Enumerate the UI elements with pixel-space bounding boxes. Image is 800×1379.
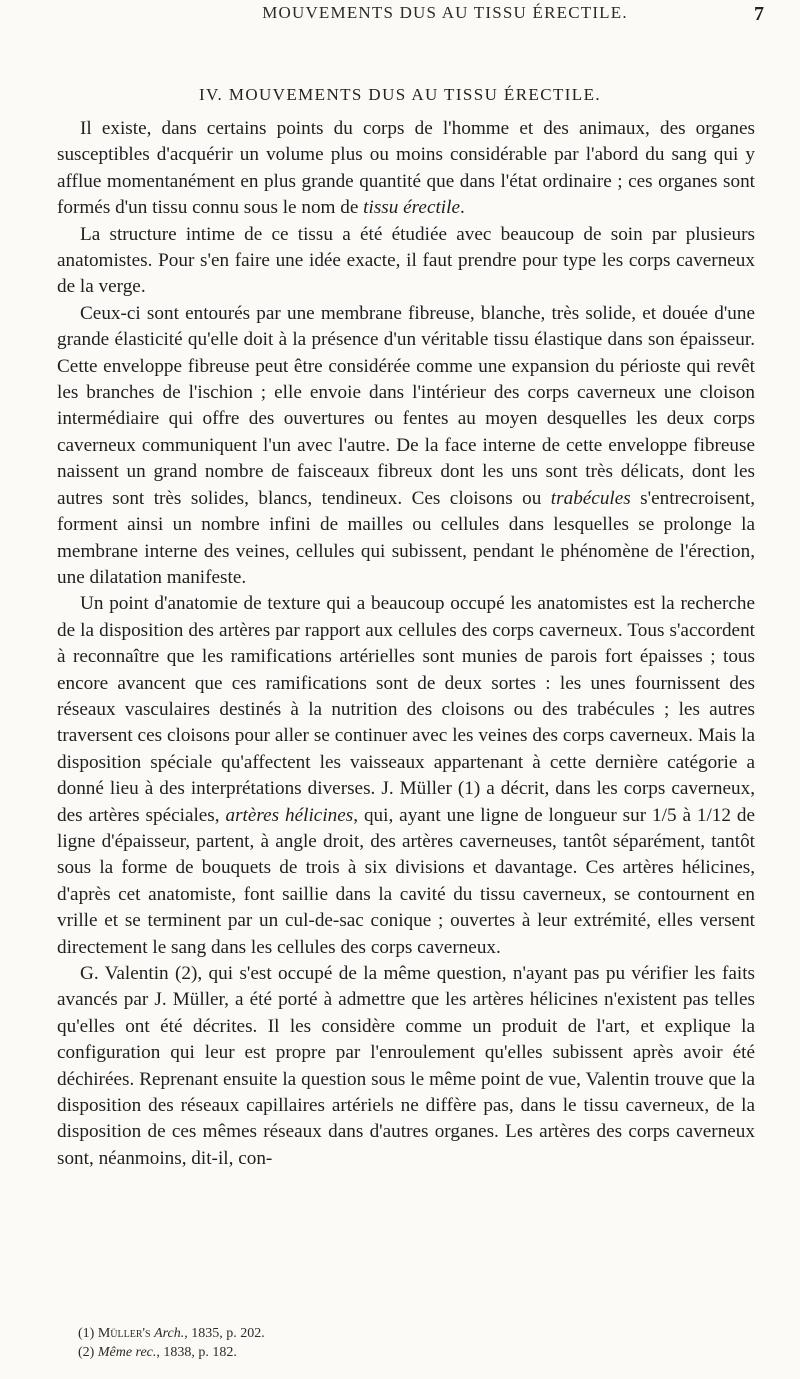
- paragraph: Il existe, dans certains points du corps de l'homme et des animaux, des organes susceptibles d'acquérir un volume plus ou moins considérable par l'abord du sang qui y afflue momentanément en plus grande quantité que dans l'état ordinaire ; ces organes sont formés d'un tissu connu sous le nom de tissu érectile.: [57, 118, 755, 219]
- section-heading: IV. MOUVEMENTS DUS AU TISSU ÉRECTILE.: [198, 85, 602, 104]
- footnote-marker: (1): [78, 1326, 95, 1341]
- footnote: [78, 1324, 678, 1343]
- paragraph: La structure intime de ce tissu a été étudiée avec beaucoup de soin par plusieurs anatomistes. Pour s'en faire une idée exacte, il faut prendre pour type les corps caverneux de la verge.: [57, 223, 755, 298]
- footnotes: [78, 1324, 678, 1362]
- emphasis-term: tissu érectile: [363, 197, 460, 219]
- emphasis-term: trabécules: [550, 487, 631, 509]
- paragraph: Ceux-ci sont entourés par une membrane fibreuse, blanche, très solide, et douée d'une grande élasticité qu'elle doit à la présence d'un véritable tissu élastique dans son épaisseur. Cette enveloppe fibreuse peut être considérée comme une expansion du périoste qui revêt les branches de l'ischion ; elle envoie dans l'intérieur des corps caverneux une cloison intermédiaire qui offre des ouvertures ou fentes au moyen desquelles les deux corps caverneux communiquent l'un avec l'autre. De la face interne de cette enveloppe fibreuse naissent un grand nombre de faisceaux fibreux dont les uns sont très délicats, dont les autres sont très solides, blancs, tendineux. Ces cloisons ou trabécules s'entrecroisent, forment ainsi un nombre infini de mailles ou cellules dans lesquelles se prolonge la membrane interne des veines, cellules qui subissent, pendant le phénomène de l'érection, une dilatation manifeste.: [57, 302, 755, 588]
- running-header: [0, 3, 800, 25]
- footnote-author: Müller's: [97, 1326, 151, 1341]
- footnote-marker: (2): [78, 1345, 95, 1360]
- paragraph: Un point d'anatomie de texture qui a beaucoup occupé les anatomistes est la recherche de la disposition des artères par rapport aux cellules des corps caverneux. Tous s'accordent à reconnaître que les ramifications artérielles sont munies de parois fort épaisses ; tous encore avancent que ces ramifications sont de deux sortes : les unes fournissent des réseaux vasculaires destinés à la nutrition des cloisons ou des trabécules ; les autres traversent ces cloisons pour aller se continuer avec les veines des corps caverneux. Mais la disposition spéciale qu'affectent les vaisseaux appartenant à cette dernière catégorie a donné lieu à des interprétations diverses. J. Müller (1) a décrit, dans les corps caverneux, des artères spéciales, artères hélicines, qui, ayant une ligne de longueur sur 1/5 à 1/12 de ligne d'épaisseur, partent, à angle droit, des artères caverneuses, tantôt séparément, tantôt sous la forme de bouquets de trois à six divisions et davantage. Ces artères hélicines, d'après cet anatomiste, font saillie dans la cavité du tissu caverneux, se contournent en vrille et se terminent par un cul-de-sac conique ; ouvertes à leur extrémité, elles versent directement le sang dans les cellules des corps caverneux.: [57, 593, 755, 958]
- page-number: 7: [754, 3, 764, 25]
- footnote: [78, 1343, 678, 1362]
- running-title: MOUVEMENTS DUS AU TISSU ÉRECTILE.: [262, 3, 628, 22]
- footnote-details: , 1835, p. 202.: [184, 1326, 265, 1341]
- footnote-details: , 1838, p. 182.: [156, 1345, 237, 1360]
- footnote-journal: Même rec.: [97, 1345, 157, 1360]
- footnote-journal: Arch.: [154, 1326, 185, 1341]
- paragraph: G. Valentin (2), qui s'est occupé de la même question, n'ayant pas pu vérifier les faits avancés par J. Müller, a été porté à admettre que les artères hélicines n'existent pas telles qu'elles ont été décrites. Il les considère comme un produit de l'art, et explique la configuration qui leur est propre par l'enroulement qu'elles subissent après avoir été déchirées. Reprenant ensuite la question sous le même point de vue, Valentin trouve que la disposition des réseaux capillaires artériels ne diffère pas, dans le tissu caverneux, de la disposition de ces mêmes réseaux dans d'autres organes. Les artères des corps caverneux sont, néanmoins, dit-il, con-: [57, 963, 755, 1169]
- body-text: [57, 116, 755, 1172]
- emphasis-term: artères hélicines: [225, 804, 354, 826]
